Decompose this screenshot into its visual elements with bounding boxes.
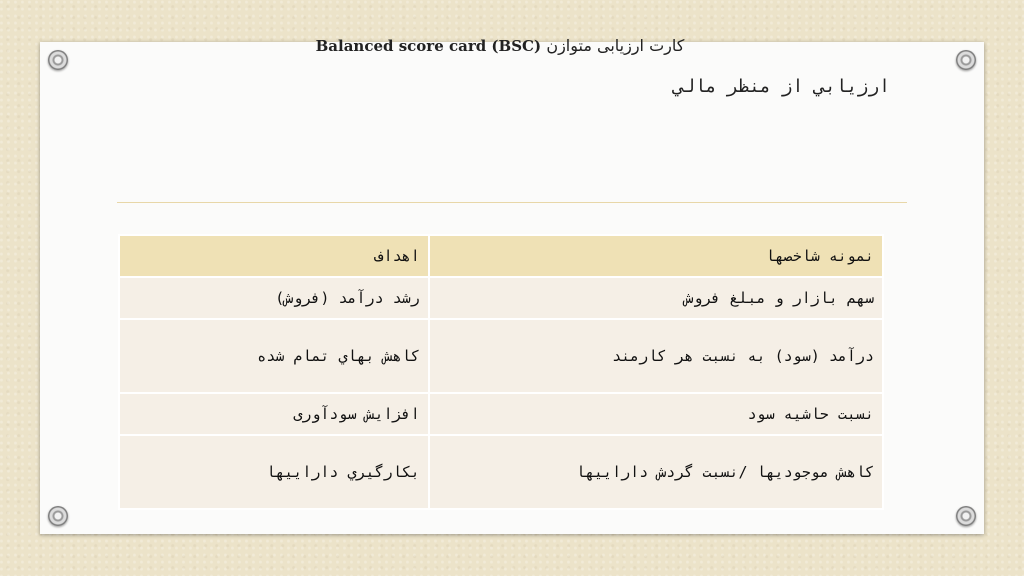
indicator-cell: سهم بازار و مبلغ فروش [429, 277, 883, 319]
goal-cell: رشد درآمد (فروش) [119, 277, 429, 319]
indicator-cell: کاهش موجودیها /نسبت گردش دارایيها [429, 435, 883, 509]
title-english: Balanced score card (BSC) [315, 37, 542, 55]
header-goals: اهداف [119, 235, 429, 277]
table-row [119, 393, 883, 435]
goal-cell: کاهش بهاي تمام شده [119, 319, 429, 393]
pin-icon [48, 506, 68, 526]
table-row [119, 435, 883, 509]
goal-cell: افزایش سودآوری [119, 393, 429, 435]
pin-icon [956, 506, 976, 526]
table-row [119, 277, 883, 319]
table-row [119, 319, 883, 393]
pin-icon [48, 50, 68, 70]
indicator-cell: درآمد (سود) به نسبت هر کارمند [429, 319, 883, 393]
table-header-row [119, 235, 883, 277]
divider [117, 202, 907, 203]
title-persian: کارت ارزیابی متوازن [546, 36, 685, 55]
indicator-cell: نسبت حاشیه سود [429, 393, 883, 435]
kpi-table [118, 234, 884, 510]
slide-title [250, 30, 750, 62]
pin-icon [956, 50, 976, 70]
header-indicators: نمونه شاخصها [429, 235, 883, 277]
slide-subtitle: ارزيابي از منظر مالي [673, 76, 890, 97]
goal-cell: بکارگیري دارایيها [119, 435, 429, 509]
